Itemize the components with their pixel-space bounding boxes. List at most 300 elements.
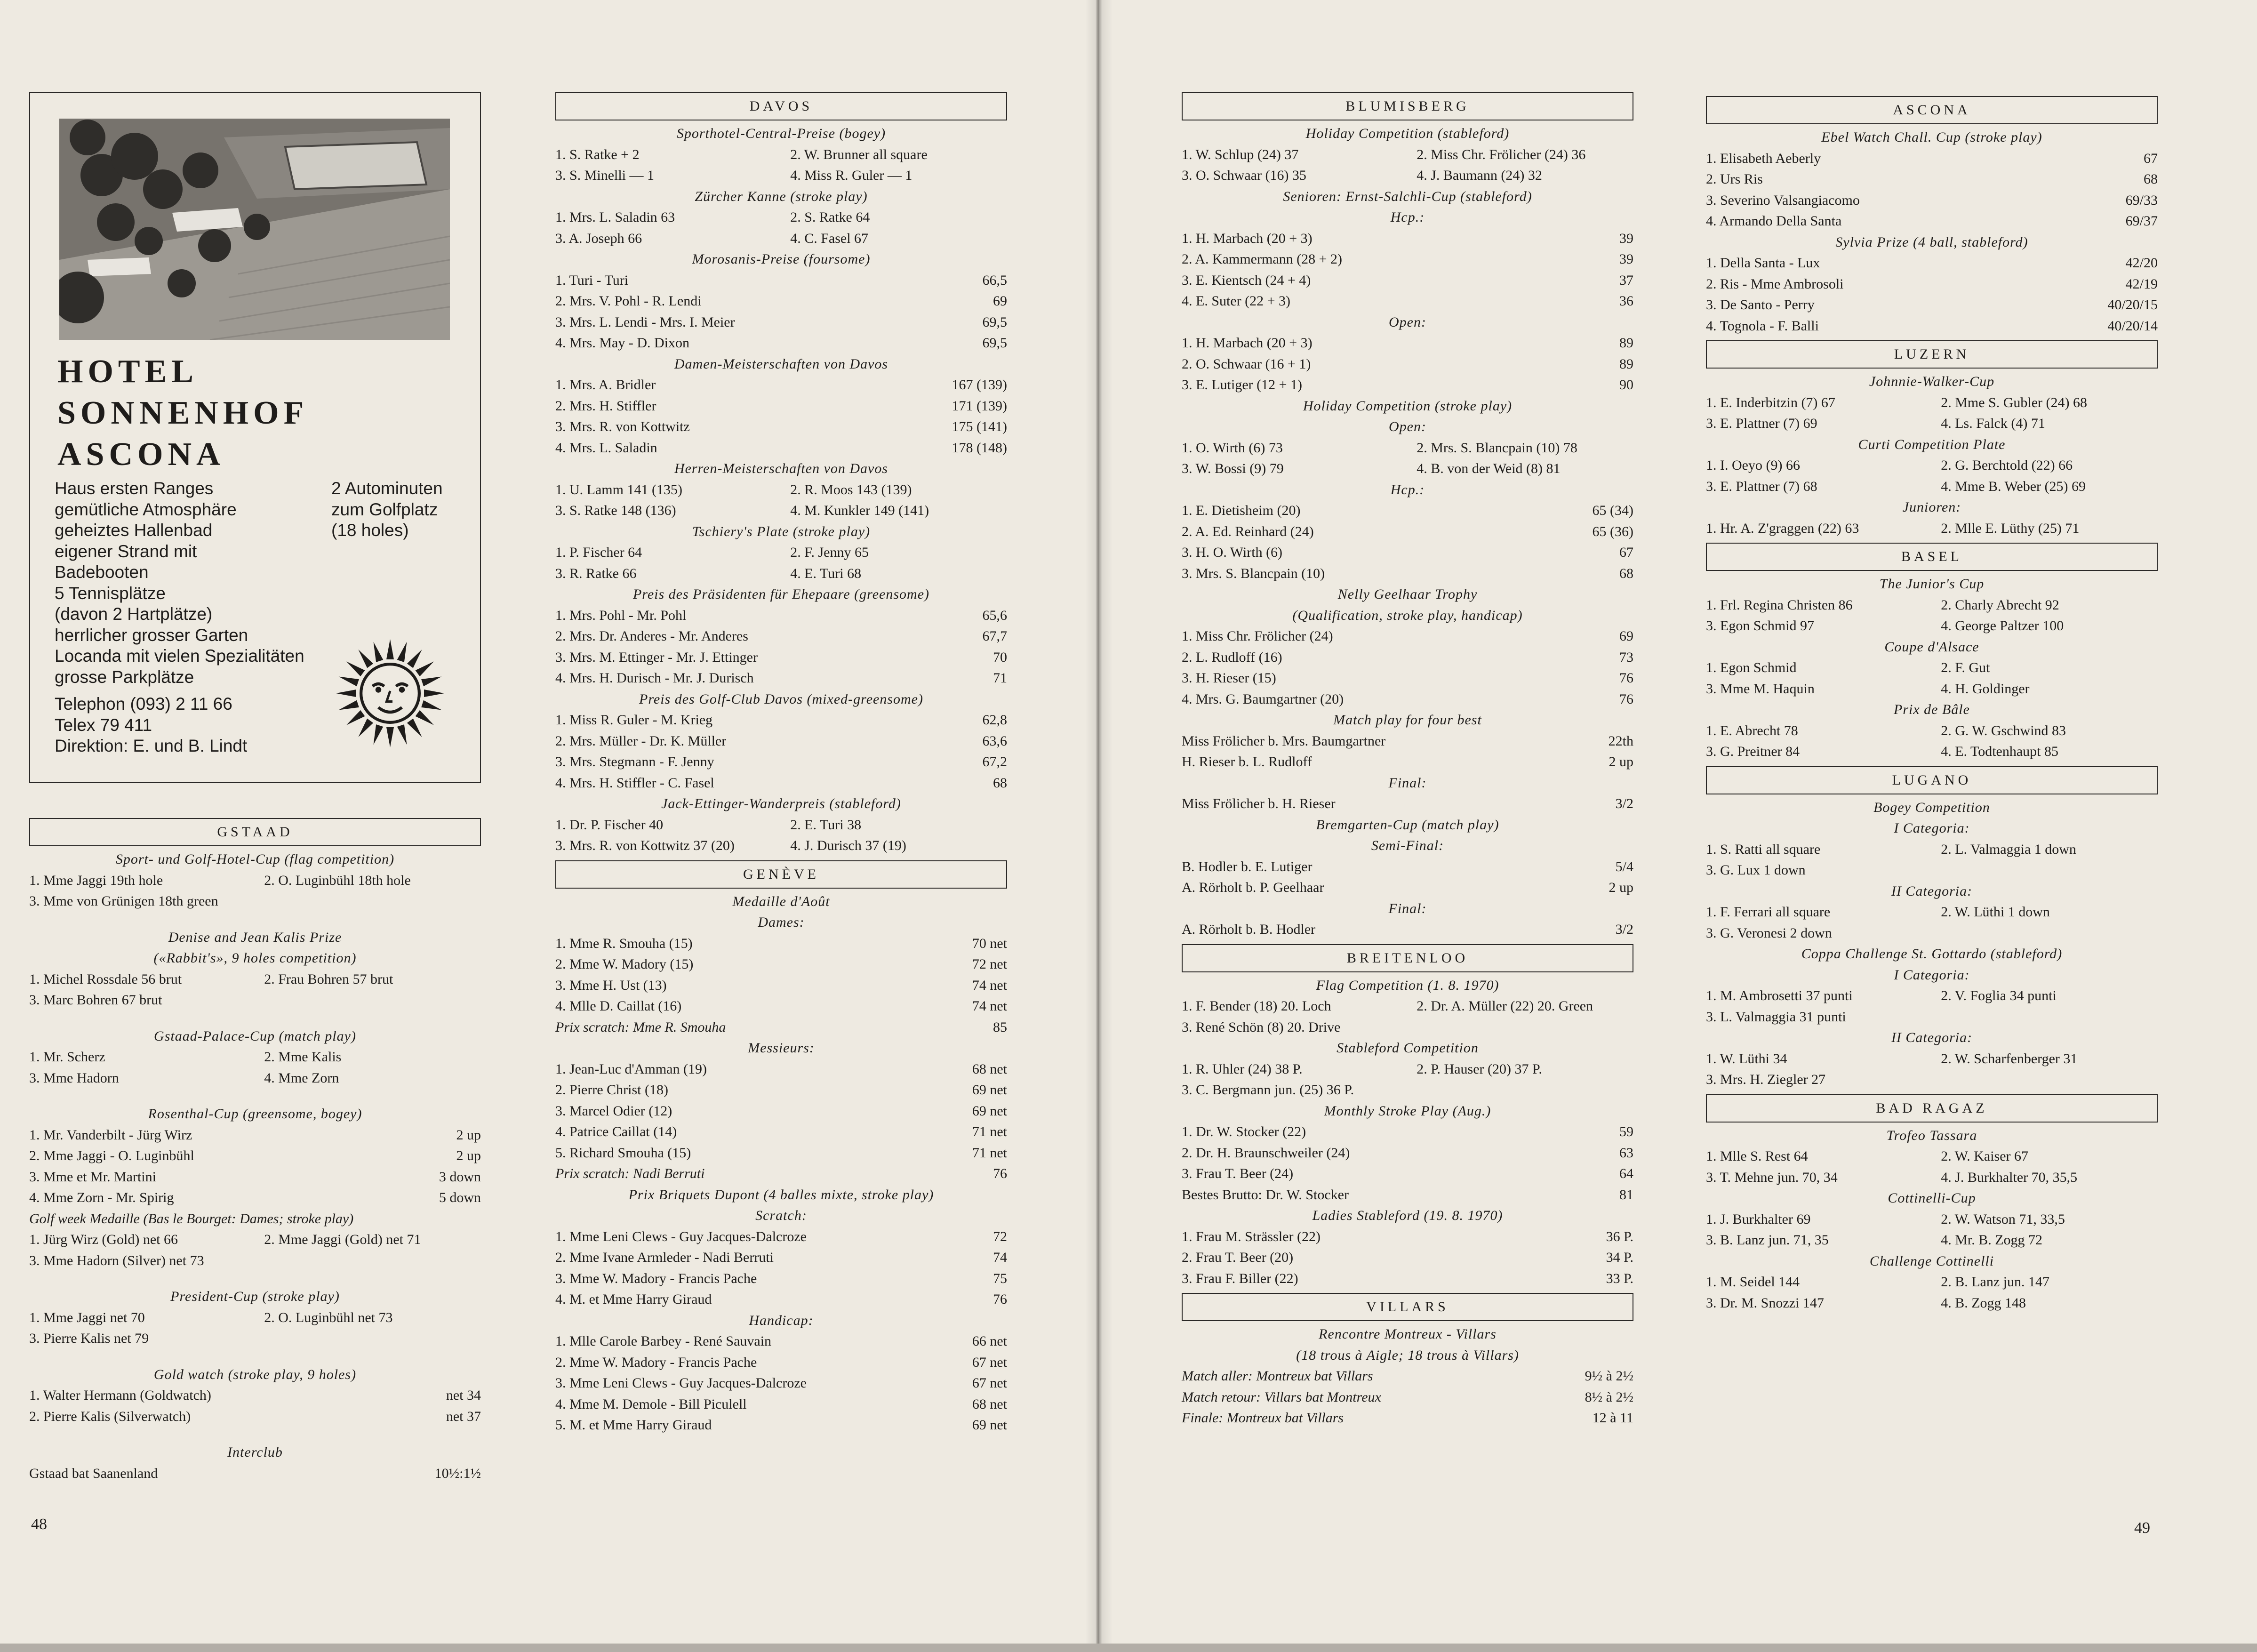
competition-title: I Categoria: [1894,820,1970,836]
result-line [555,1247,1007,1268]
result-entry: 4. Mrs. H. Stiffler - C. Fasel [555,775,714,791]
competition-title: Nelly Geelhaar Trophy [1337,586,1478,602]
column-blumisberg [1182,92,1633,1433]
result-line [1706,1230,2158,1251]
result-entry: 1. Mrs. Pohl - Mr. Pohl [555,607,687,623]
result-entry: 4. Ls. Falck (4) 71 [1941,416,2045,431]
result-score: 71 net [972,1145,1007,1161]
result-line [29,990,481,1011]
result-line [1706,616,2158,637]
hotel-location-note [331,478,443,541]
result-line [1182,647,1633,668]
result-entry: 2. Pierre Christ (18) [555,1082,668,1098]
result-score: 81 [1619,1187,1633,1203]
result-line [1706,169,2158,190]
results-section [29,818,481,1484]
result-line [29,1463,481,1484]
result-line [29,1328,481,1349]
result-entry: 3. E. Lutiger (12 + 1) [1182,377,1303,393]
result-line [555,312,1007,333]
right-page [1099,0,2257,1644]
result-score: 34 P. [1606,1250,1633,1265]
result-entry: 2. O. Luginbühl 18th hole [264,872,411,888]
section-header: LUZERN [1706,340,2158,369]
feature-line: herrlicher grosser Garten [55,625,248,645]
result-score: 39 [1619,230,1633,246]
result-line [1182,1387,1633,1408]
result-score: 67,2 [982,754,1007,770]
results-section [1706,340,2158,539]
result-line [1706,518,2158,539]
hotel-name-line: SONNENHOF [57,395,309,431]
result-entry: 3. T. Mehne jun. 70, 34 [1706,1169,1838,1185]
result-entry: 4. M. Kunkler 149 (141) [790,503,929,518]
result-entry: 1. Mr. Scherz [29,1049,105,1065]
result-entry: 2. Pierre Kalis (Silverwatch) [29,1408,191,1424]
competition-title: Ladies Stableford (19. 8. 1970) [1312,1208,1503,1223]
result-entry: 4. C. Fasel 67 [790,230,869,246]
result-line [1706,595,2158,616]
result-entry: Match retour: Villars bat Montreux [1182,1389,1381,1405]
competition-title: Bogey Competition [1873,799,1990,815]
result-entry: 3. G. Lux 1 down [1706,862,1806,878]
competition-title: Open: [1389,419,1426,434]
result-entry: A. Rörholt b. P. Geelhaar [1182,880,1324,895]
result-line [1182,1080,1633,1101]
contact-line: Telex 79 411 [55,715,152,735]
result-line [555,1289,1007,1310]
feature-line: 2 Autominuten [331,479,443,498]
result-score: 76 [993,1291,1007,1307]
result-entry: 4. Mme Zorn [264,1070,339,1086]
competition-title: Sport- und Golf-Hotel-Cup (flag competition) [115,851,395,867]
section-header: BLUMISBERG [1182,92,1633,120]
result-entry: 2. Mme Jaggi (Gold) net 71 [264,1232,421,1247]
sun-ray [358,719,373,737]
result-entry: H. Rieser b. L. Rudloff [1182,754,1312,770]
result-entry: 1. M. Ambrosetti 37 punti [1706,988,1853,1003]
result-score: 178 (148) [952,440,1007,456]
result-score: 63 [1619,1145,1633,1161]
result-entry: Match aller: Montreux bat Villars [1182,1368,1373,1384]
result-entry: 1. E. Abrecht 78 [1706,722,1798,738]
result-entry: 1. E. Inderbitzin (7) 67 [1706,394,1835,410]
result-entry: 2. W. Kaiser 67 [1941,1148,2029,1164]
result-line [29,1385,481,1406]
result-line [1182,857,1633,878]
hotel-aerial-photo [59,119,450,340]
result-line [1706,316,2158,337]
result-entry: 1. Mrs. A. Bridler [555,377,656,393]
result-line [1706,923,2158,944]
result-entry: 1. Mme R. Smouha (15) [555,935,693,951]
result-line [1182,919,1633,940]
result-line [1706,211,2158,232]
result-line [1182,1227,1633,1248]
result-line [1182,1122,1633,1143]
result-entry: 1. Mme Leni Clews - Guy Jacques-Dalcroze [555,1228,807,1244]
competition-title: Preis des Präsidenten für Ehepaare (greensome) [632,586,930,602]
result-entry: 1. Dr. W. Stocker (22) [1182,1124,1306,1139]
result-entry: 4. Patrice Caillat (14) [555,1124,677,1139]
result-entry: 3. G. Preitner 84 [1706,744,1800,759]
competition-title: Jack-Ettinger-Wanderpreis (stableford) [661,796,901,811]
result-score: 71 [993,670,1007,686]
result-line [555,835,1007,857]
competition-title: President-Cup (stroke play) [170,1289,340,1304]
feature-line: Locanda mit vielen Spezialitäten [55,646,304,666]
result-line [1706,253,2158,274]
result-score: 42/19 [2125,276,2158,292]
result-entry: 1. Frau M. Strässler (22) [1182,1228,1321,1244]
result-entry: 1. Frl. Regina Christen 86 [1706,597,1853,613]
result-line [555,1059,1007,1080]
result-score: 69/33 [2125,192,2158,208]
result-entry: 3. Mrs. M. Ettinger - Mr. J. Ettinger [555,649,758,665]
result-entry: Miss Frölicher b. H. Rieser [1182,796,1336,811]
result-entry: 2. R. Moos 143 (139) [790,481,912,497]
section-header: BASEL [1706,543,2158,571]
result-entry: 3. Mme H. Ust (13) [555,977,667,993]
result-entry: 2. Mrs. H. Stiffler [555,398,656,414]
result-line [555,270,1007,291]
result-entry: 2. F. Jenny 65 [790,545,869,560]
result-entry: 1. Mrs. L. Saladin 63 [555,209,675,225]
sun-ray [421,700,441,710]
result-line [1182,438,1633,459]
result-entry: 4. B. von der Weid (8) 81 [1417,461,1561,476]
spacer [29,1089,481,1104]
competition-title: Handicap: [749,1312,814,1328]
result-score: 69/37 [2125,213,2158,229]
column-ascona [1706,96,2158,1317]
sun-logo-icon [331,634,449,752]
results-section [1182,944,1633,1290]
result-entry: 1. M. Seidel 144 [1706,1274,1800,1290]
result-score: 167 (139) [952,377,1007,393]
result-score: 68 [2144,171,2158,187]
result-entry: 2. W. Scharfenberger 31 [1941,1051,2078,1067]
result-score: 76 [1619,691,1633,707]
sun-ray [416,661,434,676]
result-line [555,996,1007,1017]
result-entry: 3. G. Veronesi 2 down [1706,925,1832,941]
competition-title: II Categoria: [1891,1030,1973,1045]
result-entry: 4. Mrs. L. Saladin [555,440,657,456]
aerial-photo-image [59,119,450,340]
feature-line: 5 Tennisplätze [55,583,166,603]
result-entry: 2. Frau T. Beer (20) [1182,1250,1294,1265]
result-score: 67,7 [982,628,1007,644]
result-entry: 3. Mme et Mr. Martini [29,1169,156,1185]
result-score: net 37 [446,1408,481,1424]
result-entry: 3. Mrs. H. Ziegler 27 [1706,1072,1826,1087]
result-entry: 3. L. Valmaggia 31 punti [1706,1009,1846,1025]
competition-title: Final: [1388,900,1427,916]
section-header: GENÈVE [555,860,1007,889]
feature-line: Haus ersten Ranges [55,479,214,498]
result-score: 89 [1619,356,1633,372]
result-score: 69 net [972,1082,1007,1098]
sun-ray [346,661,365,676]
result-entry: 1. P. Fischer 64 [555,545,642,560]
competition-title: Holiday Competition (stroke play) [1303,398,1513,414]
result-line [1182,563,1633,585]
result-entry: 1. Turi - Turi [555,272,629,288]
result-line [555,605,1007,626]
result-score: 39 [1619,251,1633,267]
sun-ray [339,677,359,687]
sun-ray [407,719,422,737]
result-entry: 2. Charly Abrecht 92 [1941,597,2059,613]
result-line [555,165,1007,186]
result-line [1182,1185,1633,1206]
result-score: 69,5 [982,335,1007,351]
result-entry: 4. George Paltzer 100 [1941,618,2064,634]
result-entry: 2. W. Lüthi 1 down [1941,904,2050,920]
result-entry: 2. L. Valmaggia 1 down [1941,841,2076,857]
result-score: 72 net [972,956,1007,972]
result-line [555,207,1007,228]
result-score: 42/20 [2125,255,2158,271]
result-entry: B. Hodler b. E. Lutiger [1182,858,1313,874]
result-line [555,1227,1007,1248]
result-entry: 2. Dr. A. Müller (22) 20. Green [1417,998,1593,1014]
result-line [555,291,1007,312]
result-score: 3 down [439,1169,481,1185]
result-score: 40/20/14 [2107,318,2158,334]
result-line [1182,144,1633,166]
spacer [29,1271,481,1286]
result-entry: 3. Mrs. L. Lendi - Mrs. I. Meier [555,314,735,330]
result-score: 70 net [972,935,1007,951]
hotel-name-line: HOTEL [57,353,198,390]
hotel-name-line: ASCONA [57,436,225,473]
result-entry: 3. Marcel Odier (12) [555,1103,672,1119]
result-entry: 4. Mlle D. Caillat (16) [555,998,682,1014]
result-entry: 2. F. Gut [1941,660,1990,675]
result-entry: 1. Miss R. Guler - M. Krieg [555,712,713,728]
competition-title: Trofeo Tassara [1886,1127,1977,1143]
sun-ray [386,639,394,659]
section-header: BREITENLOO [1182,944,1633,972]
result-line [1182,1247,1633,1268]
result-entry: 1. U. Lamm 141 (135) [555,481,682,497]
book-gutter-shadow [1085,0,1112,1644]
result-entry: 4. M. et Mme Harry Giraud [555,1291,712,1307]
result-score: 69 [1619,628,1633,644]
competition-title: Final: [1388,775,1427,791]
result-score: 69 net [972,1103,1007,1119]
result-line [1706,860,2158,881]
competition-title: Golf week Medaille (Bas le Bourget: Dames; stroke play) [29,1211,354,1227]
result-line [1706,476,2158,497]
result-score: 59 [1619,1124,1633,1139]
result-entry: 3. H. O. Wirth (6) [1182,545,1283,560]
result-line [555,1143,1007,1164]
results-section [555,860,1007,1436]
result-entry: 1. Elisabeth Aeberly [1706,150,1821,166]
sun-ray [416,710,434,725]
section-header: VILLARS [1182,1293,1633,1321]
result-entry: 4. Armando Della Santa [1706,213,1842,229]
result-line [1182,877,1633,898]
result-score: 74 net [972,977,1007,993]
result-score: 40/20/15 [2107,297,2158,313]
section-header: ASCONA [1706,96,2158,124]
sun-ray [386,727,394,747]
result-line [555,1331,1007,1352]
result-entry: 2. Mlle E. Lüthy (25) 71 [1941,520,2080,536]
result-entry: 4. H. Goldinger [1941,681,2030,697]
result-score: 67 [1619,545,1633,560]
result-entry: 3. Mme von Grünigen 18th green [29,893,218,909]
result-entry: 2. E. Turi 38 [790,817,862,833]
feature-line: grosse Parkplätze [55,667,194,687]
result-line [29,1406,481,1427]
column-davos-geneve [555,92,1007,1440]
result-line [555,1415,1007,1436]
result-entry: 2. Mrs. V. Pohl - R. Lendi [555,293,702,309]
competition-title: Open: [1389,314,1426,330]
result-line [1182,1143,1633,1164]
result-line [1706,190,2158,211]
feature-line: zum Golfplatz [331,499,438,519]
result-line [29,870,481,891]
result-score: 73 [1619,649,1633,665]
result-entry: 2. W. Watson 71, 33,5 [1941,1211,2065,1227]
contact-line: Telephon (093) 2 11 66 [55,694,232,714]
competition-title: Hcp.: [1390,481,1425,497]
result-line [1182,1408,1633,1429]
result-line [555,1101,1007,1122]
result-entry: 2. B. Lanz jun. 147 [1941,1274,2049,1290]
results-section [1706,1094,2158,1314]
sun-ray [346,710,365,725]
result-score: 5/4 [1615,858,1633,874]
result-entry: 4. Mrs. G. Baumgartner (20) [1182,691,1344,707]
result-score: 2 up [456,1148,481,1163]
competition-title: Semi-Final: [1371,838,1444,853]
result-entry: 3. Pierre Kalis net 79 [29,1331,149,1346]
result-score: 36 P. [1606,1228,1633,1244]
result-entry: 2. Mme Ivane Armleder - Nadi Berruti [555,1250,774,1265]
result-score: 74 net [972,998,1007,1014]
result-entry: 3. C. Bergmann jun. (25) 36 P. [1182,1082,1354,1098]
result-entry: 1. Jürg Wirz (Gold) net 66 [29,1232,178,1247]
result-line [1182,165,1633,186]
result-line [555,647,1007,668]
result-entry: 2. Frau Bohren 57 brut [264,971,393,987]
result-entry: 3. H. Rieser (15) [1182,670,1276,686]
competition-title: Sylvia Prize (4 ball, stableford) [1835,234,2028,250]
result-line [1706,413,2158,434]
result-score: 69 net [972,1417,1007,1433]
competition-title: II Categoria: [1891,883,1973,899]
hotel-features-list [55,478,304,688]
results-section [1706,766,2158,1091]
result-line [1182,1059,1633,1080]
result-line [555,710,1007,731]
hotel-name [57,351,308,475]
competition-title: Gold watch (stroke play, 9 holes) [153,1366,357,1382]
result-entry: 1. H. Marbach (20 + 3) [1182,230,1313,246]
result-entry: 5. Richard Smouha (15) [555,1145,691,1161]
result-line [555,144,1007,166]
result-line [555,1268,1007,1290]
result-entry: 3. S. Minelli — 1 [555,168,655,183]
result-score: 8½ à 2½ [1585,1389,1633,1405]
result-line [555,438,1007,459]
result-score: 69 [993,293,1007,309]
competition-title: I Categoria: [1894,967,1970,983]
competition-title: Dames: [758,914,805,930]
result-entry: 2. V. Foglia 34 punti [1941,988,2057,1003]
result-line [29,1251,481,1272]
result-line [555,1017,1007,1038]
result-score: 10½:1½ [434,1465,481,1481]
result-entry: 1. Della Santa - Lux [1706,255,1820,271]
result-entry: 4. Mr. B. Zogg 72 [1941,1232,2043,1248]
competition-title: Junioren: [1902,499,1961,515]
result-entry: 1. Jean-Luc d'Amman (19) [555,1061,707,1077]
result-score: 171 (139) [952,398,1007,414]
result-score: 3/2 [1615,796,1633,811]
result-line [555,752,1007,773]
competition-title: Rosenthal-Cup (greensome, bogey) [148,1106,362,1122]
result-entry: 2. O. Luginbühl net 73 [264,1309,393,1325]
result-score: 90 [1619,377,1633,393]
spacer [29,1427,481,1442]
result-entry: 1. J. Burkhalter 69 [1706,1211,1811,1227]
result-entry: 1. Mr. Vanderbilt - Jürg Wirz [29,1127,192,1143]
result-entry: 4. E. Todtenhaupt 85 [1941,744,2059,759]
result-entry: 3. Mme W. Madory - Francis Pache [555,1270,757,1286]
result-line [1706,986,2158,1007]
result-entry: 1. E. Dietisheim (20) [1182,503,1301,518]
feature-line: gemütliche Atmosphäre [55,499,237,519]
result-entry: 2. Mme S. Gubler (24) 68 [1941,394,2087,410]
competition-title: Sporthotel-Central-Preise (bogey) [676,126,886,141]
competition-title: Rencontre Montreux - Villars [1319,1326,1497,1342]
result-line [1182,228,1633,249]
result-line [29,1167,481,1188]
competition-title: Ebel Watch Chall. Cup (stroke play) [1821,129,2042,145]
result-entry: 1. F. Ferrari all square [1706,904,1831,920]
results-section [1182,92,1633,940]
result-entry: 2. Mrs. S. Blancpain (10) 78 [1417,440,1577,456]
result-entry: 2. Mrs. Müller - Dr. K. Müller [555,733,727,749]
feature-line: eigener Strand mit [55,541,197,561]
result-score: 70 [993,649,1007,665]
feature-line: geheiztes Hallenbad [55,521,213,540]
hotel-contact [55,694,247,757]
column-gstaad [29,818,481,1488]
competition-title: Hcp.: [1390,209,1425,225]
result-entry: 2. Mme Kalis [264,1049,342,1065]
result-score: 36 [1619,293,1633,309]
sun-ray [421,677,441,687]
result-entry: 3. Dr. M. Snozzi 147 [1706,1295,1824,1311]
result-line [1706,839,2158,860]
result-entry: 3. R. Ratke 66 [555,565,637,581]
competition-title: Preis des Golf-Club Davos (mixed-greensome) [639,691,923,707]
result-score: 9½ à 2½ [1585,1368,1633,1384]
result-line [1182,626,1633,647]
result-line [1706,721,2158,742]
result-score: 68 net [972,1061,1007,1077]
result-line [555,1352,1007,1373]
